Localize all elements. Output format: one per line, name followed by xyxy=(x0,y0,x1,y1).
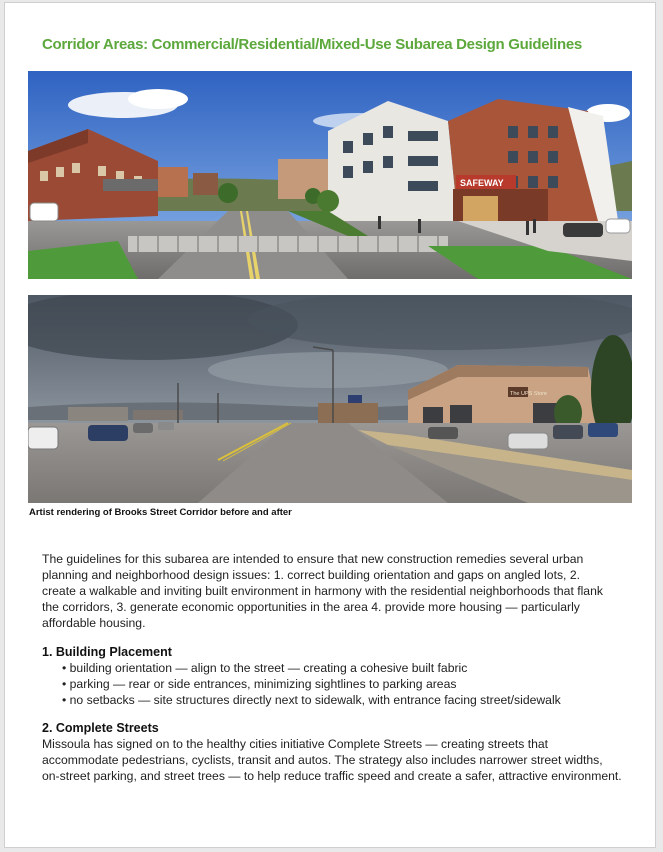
store-sign-text: The UPS Store xyxy=(510,391,547,397)
section-building-placement xyxy=(42,644,622,708)
after-rendering-image xyxy=(28,71,632,279)
section-heading: 2. Complete Streets xyxy=(42,721,159,735)
list-item: • parking — rear or side entrances, minimizing sightlines to parking areas xyxy=(62,676,622,692)
intro-paragraph: The guidelines for this subarea are intended to ensure that new construction remedies several urban planning and neighborhood design issues: 1. correct building orientation and gaps on angled lots, 2. create a walkable and inviting built environment in harmony with the residential neighborhoods that flank the corridors, 3. generate economic opportunities in the area 4. provide more housing — particularly affordable housing. xyxy=(42,552,603,630)
image-caption: Artist rendering of Brooks Street Corridor before and after xyxy=(29,507,292,518)
section-paragraph: Missoula has signed on to the healthy cities initiative Complete Streets — creating streets that accommodate pedestrians, cyclists, transit and autos. The strategy also includes narrower street widths, on-street parking, and street trees — to help reduce traffic speed and create a safer, attractive environment. xyxy=(42,737,622,783)
store-sign-text: SAFEWAY xyxy=(460,178,504,188)
bullet-list xyxy=(42,660,622,708)
list-item: • building orientation — align to the street — creating a cohesive built fabric xyxy=(62,660,622,676)
document-page xyxy=(4,2,656,848)
section-heading: 1. Building Placement xyxy=(42,645,172,659)
section-complete-streets xyxy=(42,720,622,784)
list-item: • no setbacks — site structures directly next to sidewalk, with entrance facing street/sidewalk xyxy=(62,692,622,708)
before-photo-image xyxy=(28,295,632,503)
page-title: Corridor Areas: Commercial/Residential/Mixed-Use Subarea Design Guidelines xyxy=(42,36,582,53)
